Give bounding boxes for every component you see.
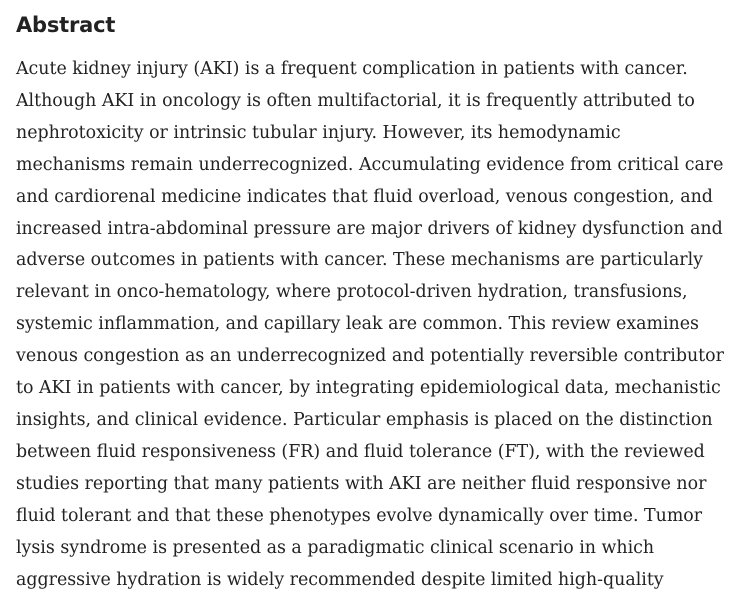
- abstract-line: insights, and clinical evidence. Particular emphasis is placed on the distinction: [16, 409, 713, 430]
- abstract-line: increased intra-abdominal pressure are major drivers of kidney dysfunction and: [16, 218, 723, 239]
- abstract-line: aggressive hydration is widely recommended despite limited high-quality: [16, 569, 664, 590]
- abstract-line: mechanisms remain underrecognized. Accumulating evidence from critical care: [16, 154, 724, 175]
- abstract-line: systemic inflammation, and capillary leak are common. This review examines: [16, 314, 699, 335]
- abstract-line: studies reporting that many patients with AKI are neither fluid responsive nor: [16, 473, 707, 494]
- abstract-line: Acute kidney injury (AKI) is a frequent complication in patients with cancer.: [16, 59, 688, 79]
- abstract-line: fluid tolerant and that these phenotypes evolve dynamically over time. Tumor: [16, 505, 703, 526]
- abstract-line: between fluid responsiveness (FR) and fluid tolerance (FT), with the reviewed: [16, 441, 705, 462]
- abstract-section: [16, 10, 748, 596]
- abstract-line: relevant in onco-hematology, where protocol-driven hydration, transfusions,: [16, 282, 688, 303]
- abstract-line: lysis syndrome is presented as a paradigmatic clinical scenario in which: [16, 537, 655, 558]
- abstract-line: venous congestion as an underrecognized and potentially reversible contributor: [16, 346, 724, 367]
- abstract-line: to AKI in patients with cancer, by integrating epidemiological data, mechanistic: [16, 378, 721, 399]
- abstract-line: and cardiorenal medicine indicates that fluid overload, venous congestion, and: [16, 186, 713, 207]
- abstract-heading: Abstract: [16, 13, 116, 37]
- abstract-line: adverse outcomes in patients with cancer. These mechanisms are particularly: [16, 250, 704, 271]
- abstract-line: nephrotoxicity or intrinsic tubular injury. However, its hemodynamic: [16, 122, 621, 143]
- abstract-body: [16, 54, 748, 596]
- abstract-line: Although AKI in oncology is often multifactorial, it is frequently attributed to: [16, 90, 695, 111]
